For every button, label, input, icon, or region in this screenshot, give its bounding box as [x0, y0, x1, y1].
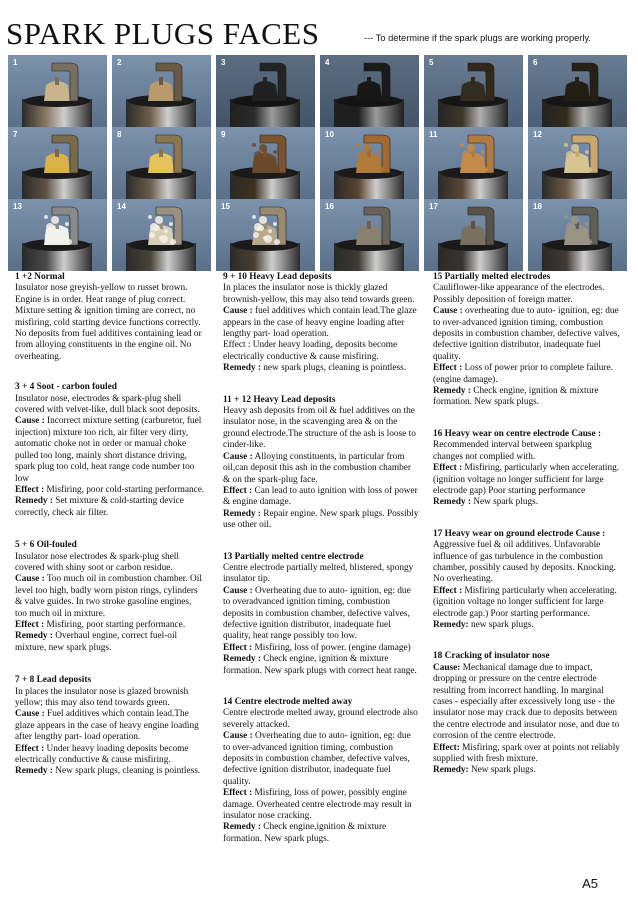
spark-plug-photo: [320, 55, 419, 127]
spark-plug-image: [320, 127, 419, 199]
photo-number: 9: [221, 130, 226, 139]
fault-description: [223, 395, 419, 532]
spark-plug-photo: [424, 199, 523, 271]
fault-paragraph-label: Effect :: [223, 642, 253, 653]
fault-description: [15, 272, 205, 363]
fault-paragraph-text: Insulator nose electrodes & spark-plug shell covered with shiny soot or carbon residue.: [15, 551, 179, 573]
fault-paragraph-text: Misfiring, particularly when accelerating. (ignition voltage no longer sufficient for large electrode gap) Poor starting performance: [433, 463, 620, 496]
fault-paragraph: [223, 563, 419, 586]
fault-paragraph-text: Misfiring particularly when accelerating. (ignition voltage no longer sufficient for large electrode gap.) Poor starting performance.: [433, 585, 617, 619]
fault-paragraph-label: Effect :: [433, 363, 463, 374]
fault-paragraph: [223, 708, 419, 731]
photo-number: 16: [325, 202, 334, 211]
fault-paragraph-label: Cause:: [433, 662, 461, 673]
spark-plug-photo: [424, 127, 523, 199]
fault-paragraph-text: Heavy ash deposits from oil & fuel additives on the insulator nose, in the scavenging area & on the ground electrode.The structure of the ash is loose to cinder-like.: [223, 406, 416, 451]
fault-paragraph-label: Cause :: [223, 306, 253, 317]
fault-paragraph-label: Remedy :: [433, 386, 471, 397]
fault-paragraph-text: New spark plugs.: [468, 765, 536, 776]
fault-paragraph-text: Centre electrode partially melted, blistered, spongy insulator tip.: [223, 562, 414, 585]
spark-plug-photo: [112, 127, 211, 199]
fault-paragraph-text: overheating due to auto- ignition, eg: due to over-advanced ignition timing, combustion deposits in combustion chamber, defective valves, defective ignition distributor, inadequate fuel quality.: [433, 306, 620, 362]
fault-paragraph-text: Overheating due to auto- ignition, eg: due to over-advanced ignition timing, combustion deposits in combustion chamber, defective valves, defective ignition distributor, inadequate fuel quality.: [223, 731, 411, 787]
fault-paragraph: [433, 363, 623, 386]
fault-paragraph: [223, 654, 419, 677]
fault-paragraph-text: Centre electrode melted away, ground electrode also severely attacked.: [223, 708, 418, 730]
photo-number: 11: [429, 130, 438, 139]
fault-paragraph-label: Cause :: [15, 709, 45, 720]
fault-heading: 7 + 8 Lead deposits: [15, 675, 92, 686]
fault-paragraph: [15, 620, 205, 631]
spark-plug-photo: [216, 127, 315, 199]
fault-paragraph-text: Insulator nose greyish-yellow to russet brown. Engine is in order. Heat range of plug correct. Mixture setting & ignition timing are correct, no misfiring, cold starting device functions correctly.: [15, 283, 201, 328]
photo-number: 1: [13, 58, 18, 67]
fault-paragraph-label: Cause :: [223, 585, 253, 596]
fault-paragraph-text: Overhaul engine, correct fuel-oil mixture, new spark plugs.: [15, 631, 178, 653]
spark-plug-image: [216, 127, 315, 199]
fault-heading: 1 +2 Normal: [15, 272, 65, 282]
fault-paragraph: [223, 731, 419, 788]
fault-paragraph-text: Recommended interval between sparkplug changes not complied with.: [433, 440, 592, 462]
spark-plug-photo: [528, 55, 627, 127]
fault-paragraph: [433, 663, 623, 743]
fault-paragraph-text: Loss of power prior to complete failure. (engine damage).: [433, 363, 613, 385]
fault-paragraph-text: Effect : Under heavy loading, deposits become electrically conductive & cause misfiring.: [223, 340, 398, 362]
fault-heading: 5 + 6 Oil-fouled: [15, 540, 77, 551]
spark-plug-photo: [216, 55, 315, 127]
fault-description: [15, 540, 205, 654]
fault-description: [433, 651, 623, 776]
fault-paragraph: [15, 574, 205, 620]
fault-paragraph-text: Cauliflower-like appearance of the electrodes. Possibly deposition of foreign matter.: [433, 283, 605, 305]
fault-paragraph: [15, 283, 205, 329]
spark-plug-image: [216, 55, 315, 127]
fault-paragraph-text: Misfiring, loss of power. (engine damage): [252, 642, 411, 653]
fault-description: [223, 552, 419, 677]
spark-plug-image: [528, 127, 627, 199]
photo-number: 18: [533, 202, 542, 211]
fault-heading: 16 Heavy wear on centre electrode Cause :: [433, 428, 602, 439]
fault-paragraph-text: Insulator nose, electrodes & spark-plug shell covered with velvet-like, dull black soot deposits.: [15, 393, 200, 416]
fault-paragraph: [433, 540, 623, 586]
fault-paragraph: [15, 394, 205, 417]
fault-paragraph: [433, 306, 623, 363]
spark-plug-photo: [320, 127, 419, 199]
fault-paragraph-text: In places the insulator nose is glazed brownish yellow; this may also tend towards green.: [15, 686, 189, 708]
fault-paragraph-label: Effect :: [223, 788, 253, 799]
spark-plug-photo: [8, 127, 107, 199]
fault-paragraph: [15, 496, 205, 519]
spark-plug-photo: [424, 55, 523, 127]
fault-paragraph-label: Cause :: [223, 451, 253, 462]
page-subtitle: --- To determine if the spark plugs are working properly.: [364, 33, 592, 43]
fault-paragraph: [223, 406, 419, 452]
photo-number: 4: [325, 58, 330, 67]
page-title: SPARK PLUGS FACES: [6, 16, 320, 51]
fault-description: [433, 429, 623, 509]
fault-heading: 18 Cracking of insulator nose: [433, 651, 550, 662]
spark-plug-photo: [8, 199, 107, 271]
fault-paragraph-text: No deposits from fuel additives containing lead or from alloying constituents in the engine oil. No overheating.: [15, 329, 202, 362]
fault-paragraph: [223, 452, 419, 486]
spark-plug-image: [424, 55, 523, 127]
photo-number: 3: [221, 58, 226, 67]
spark-plug-image: [216, 199, 315, 271]
spark-plug-image: [320, 55, 419, 127]
fault-heading: 14 Centre electrode melted away: [223, 697, 353, 707]
page-header: [6, 14, 636, 54]
fault-paragraph-label: Effect :: [433, 585, 463, 596]
fault-paragraph: [223, 340, 419, 363]
text-column-2: [223, 272, 419, 845]
spark-plug-image: [8, 127, 107, 199]
fault-heading: 11 + 12 Heavy Lead deposits: [223, 394, 336, 405]
fault-paragraph: [15, 552, 205, 575]
fault-description: [433, 272, 623, 409]
fault-paragraph: [15, 687, 205, 710]
fault-paragraph-text: fuel additives which contain lead.The glaze appears in the case of heavy engine loading after lengthy part- load operation.: [223, 306, 417, 340]
fault-paragraph-text: Check engine, ignition & mixture formation. New spark plugs with correct heat range.: [223, 654, 417, 676]
fault-heading: 17 Heavy wear on ground electrode Cause :: [433, 528, 606, 539]
fault-paragraph: [433, 440, 623, 463]
fault-paragraph: [223, 486, 419, 509]
photo-number: 15: [221, 202, 230, 211]
fault-paragraph-label: Effect :: [15, 743, 45, 754]
fault-paragraph-label: Effect :: [15, 619, 45, 630]
fault-paragraph-label: Cause :: [15, 574, 45, 585]
fault-paragraph: [15, 709, 205, 743]
spark-plug-image: [424, 199, 523, 271]
fault-paragraph: [223, 306, 419, 340]
fault-heading: 13 Partially melted centre electrode: [223, 551, 364, 562]
fault-paragraph-label: Remedy :: [15, 631, 53, 642]
fault-paragraph-text: Fuel additives which contain lead.The glaze appears in the case of heavy engine loading after lengthy part- load operation.: [15, 709, 199, 743]
fault-paragraph: [433, 620, 623, 631]
photo-number: 17: [429, 202, 438, 211]
fault-heading: 15 Partially melted electrodes: [433, 272, 551, 282]
fault-paragraph: [15, 485, 205, 496]
fault-paragraph-label: Remedy:: [433, 619, 469, 630]
fault-paragraph-label: Remedy :: [223, 654, 261, 665]
fault-paragraph-text: Aggressive fuel & oil additives. Unfavorable influence of gas turbulence in the combustion chamber, possibly caused by deposits. Knocking. No overheating.: [433, 540, 616, 585]
fault-paragraph-label: Remedy :: [223, 508, 261, 519]
fault-paragraph-text: Incorrect mixture setting (carburetor, fuel injection) mixture too rich, air filter very dirty, automatic choke not in order or manual choke pulled too long, mainly short distance driving, spark plug too cold, heat range code number too low: [15, 416, 202, 484]
spark-plug-image: [8, 199, 107, 271]
fault-paragraph-text: Overheating due to auto- ignition, eg: due to overadvanced ignition timing, combustion deposits in combustion chamber, defective valves, defective ignition distributor, inadequate fuel quality, heat range possibly too low.: [223, 585, 411, 642]
fault-paragraph-text: Mechanical damage due to impact, dropping or pressure on the centre electrode resulting from incorrect handling. In marginal cases - especially after excessively long use - the insulator nose may crack due to deposits between the centre electrode and insulator nose, and due to corrosion of the centre electrode.: [433, 662, 620, 742]
fault-paragraph: [433, 765, 623, 776]
fault-paragraph: [15, 766, 205, 777]
fault-description: [223, 272, 419, 375]
fault-paragraph-label: Remedy :: [15, 496, 53, 507]
photo-number: 12: [533, 130, 542, 139]
fault-paragraph-text: In places the insulator nose is thickly glazed brownish-yellow, this may also tend towards green.: [223, 283, 415, 305]
fault-paragraph-text: Check engine,ignition & mixture formation. New spark plugs.: [223, 822, 387, 844]
spark-plug-image: [8, 55, 107, 127]
fault-paragraph-text: Set mixture & cold-starting device correctly, check air filter.: [15, 496, 184, 518]
photo-number: 14: [117, 202, 126, 211]
fault-paragraph-label: Effect:: [433, 742, 460, 753]
fault-paragraph-text: New spark plugs.: [470, 497, 539, 508]
fault-paragraph-label: Cause :: [15, 416, 45, 427]
fault-paragraph-text: Misfiring, spark over at points not reliably supplied with fresh mixture.: [433, 742, 620, 765]
fault-paragraph: [223, 283, 419, 306]
fault-paragraph-text: Misfiring, poor cold-starting performance.: [44, 484, 205, 495]
fault-paragraph: [433, 497, 623, 508]
fault-paragraph: [15, 744, 205, 767]
photo-number: 5: [429, 58, 434, 67]
fault-paragraph: [15, 416, 205, 484]
fault-paragraph-label: Cause :: [223, 731, 253, 742]
fault-paragraph-text: Misfiring, poor starting performance.: [44, 619, 186, 630]
fault-paragraph-label: Remedy :: [223, 822, 261, 833]
spark-plug-image: [112, 127, 211, 199]
spark-plug-photo: [216, 199, 315, 271]
spark-plug-photo: [320, 199, 419, 271]
fault-paragraph: [433, 586, 623, 620]
photo-number: 13: [13, 202, 22, 211]
spark-plug-photo: [112, 55, 211, 127]
text-column-1: [15, 272, 205, 778]
fault-paragraph: [223, 643, 419, 654]
fault-paragraph-text: Misfiring, loss of power, possibly engine damage. Overheated centre electrode may result in insulator nose cracking.: [223, 788, 412, 822]
photo-number: 6: [533, 58, 538, 67]
fault-paragraph-text: Check engine, ignition & mixture formation. New spark plugs.: [433, 386, 599, 408]
photo-number: 10: [325, 130, 334, 139]
fault-paragraph-text: Can lead to auto ignition with loss of power & engine damage.: [223, 485, 418, 508]
spark-plug-image: [320, 199, 419, 271]
fault-paragraph-text: Alloying constituents, in particular from oil,can deposit this ash in the combustion chamber & on the spark-plug face.: [223, 451, 411, 485]
fault-paragraph-label: Cause :: [433, 306, 463, 317]
fault-paragraph: [433, 463, 623, 497]
fault-paragraph: [223, 363, 419, 374]
fault-paragraph: [223, 788, 419, 822]
fault-paragraph-label: Effect :: [223, 485, 253, 496]
fault-paragraph: [223, 822, 419, 845]
spark-plug-image: [528, 199, 627, 271]
fault-paragraph: [223, 586, 419, 643]
fault-paragraph-label: Remedy :: [223, 363, 261, 374]
fault-description: [15, 675, 205, 778]
spark-plug-image: [528, 55, 627, 127]
photo-number: 2: [117, 58, 122, 67]
fault-description: [223, 697, 419, 845]
fault-paragraph: [433, 283, 623, 306]
fault-paragraph-label: Effect :: [15, 484, 45, 495]
spark-plug-photo: [528, 199, 627, 271]
fault-description: [15, 382, 205, 519]
fault-paragraph: [433, 743, 623, 766]
fault-paragraph: [433, 386, 623, 409]
fault-paragraph-text: Too much oil in combustion chamber. Oil level too high, badly worn piston rings, cylinders & valve guides. In two stroke gasoline engines, too much oil in mixture.: [15, 574, 202, 619]
fault-paragraph: [15, 329, 205, 363]
fault-paragraph-label: Remedy:: [433, 765, 469, 776]
fault-heading: 3 + 4 Soot - carbon fouled: [15, 382, 117, 393]
fault-paragraph-label: Remedy :: [433, 497, 471, 508]
spark-plug-photo: [528, 127, 627, 199]
fault-paragraph-text: New spark plugs, cleaning is pointless.: [52, 766, 201, 777]
spark-plug-photo: [8, 55, 107, 127]
fault-heading: 9 + 10 Heavy Lead deposits: [223, 272, 332, 282]
page-number: A5: [582, 876, 598, 891]
photo-number: 7: [13, 130, 18, 139]
fault-paragraph-label: Effect :: [433, 463, 463, 474]
spark-plug-image: [112, 55, 211, 127]
fault-paragraph-text: Under heavy loading deposits become electrically conductive & cause misfiring.: [15, 743, 189, 766]
spark-plug-image: [424, 127, 523, 199]
fault-paragraph-text: new spark plugs, cleaning is pointless.: [260, 363, 407, 374]
fault-paragraph: [15, 631, 205, 654]
fault-paragraph-label: Remedy :: [15, 766, 53, 777]
spark-plug-image: [112, 199, 211, 271]
photo-number: 8: [117, 130, 122, 139]
text-column-3: [433, 272, 623, 777]
fault-description: [433, 529, 623, 632]
fault-paragraph-text: Repair engine. New spark plugs. Possibly use other oil.: [223, 508, 419, 531]
spark-plug-photo: [112, 199, 211, 271]
fault-paragraph-text: new spark plugs.: [468, 619, 534, 630]
fault-paragraph: [223, 509, 419, 532]
